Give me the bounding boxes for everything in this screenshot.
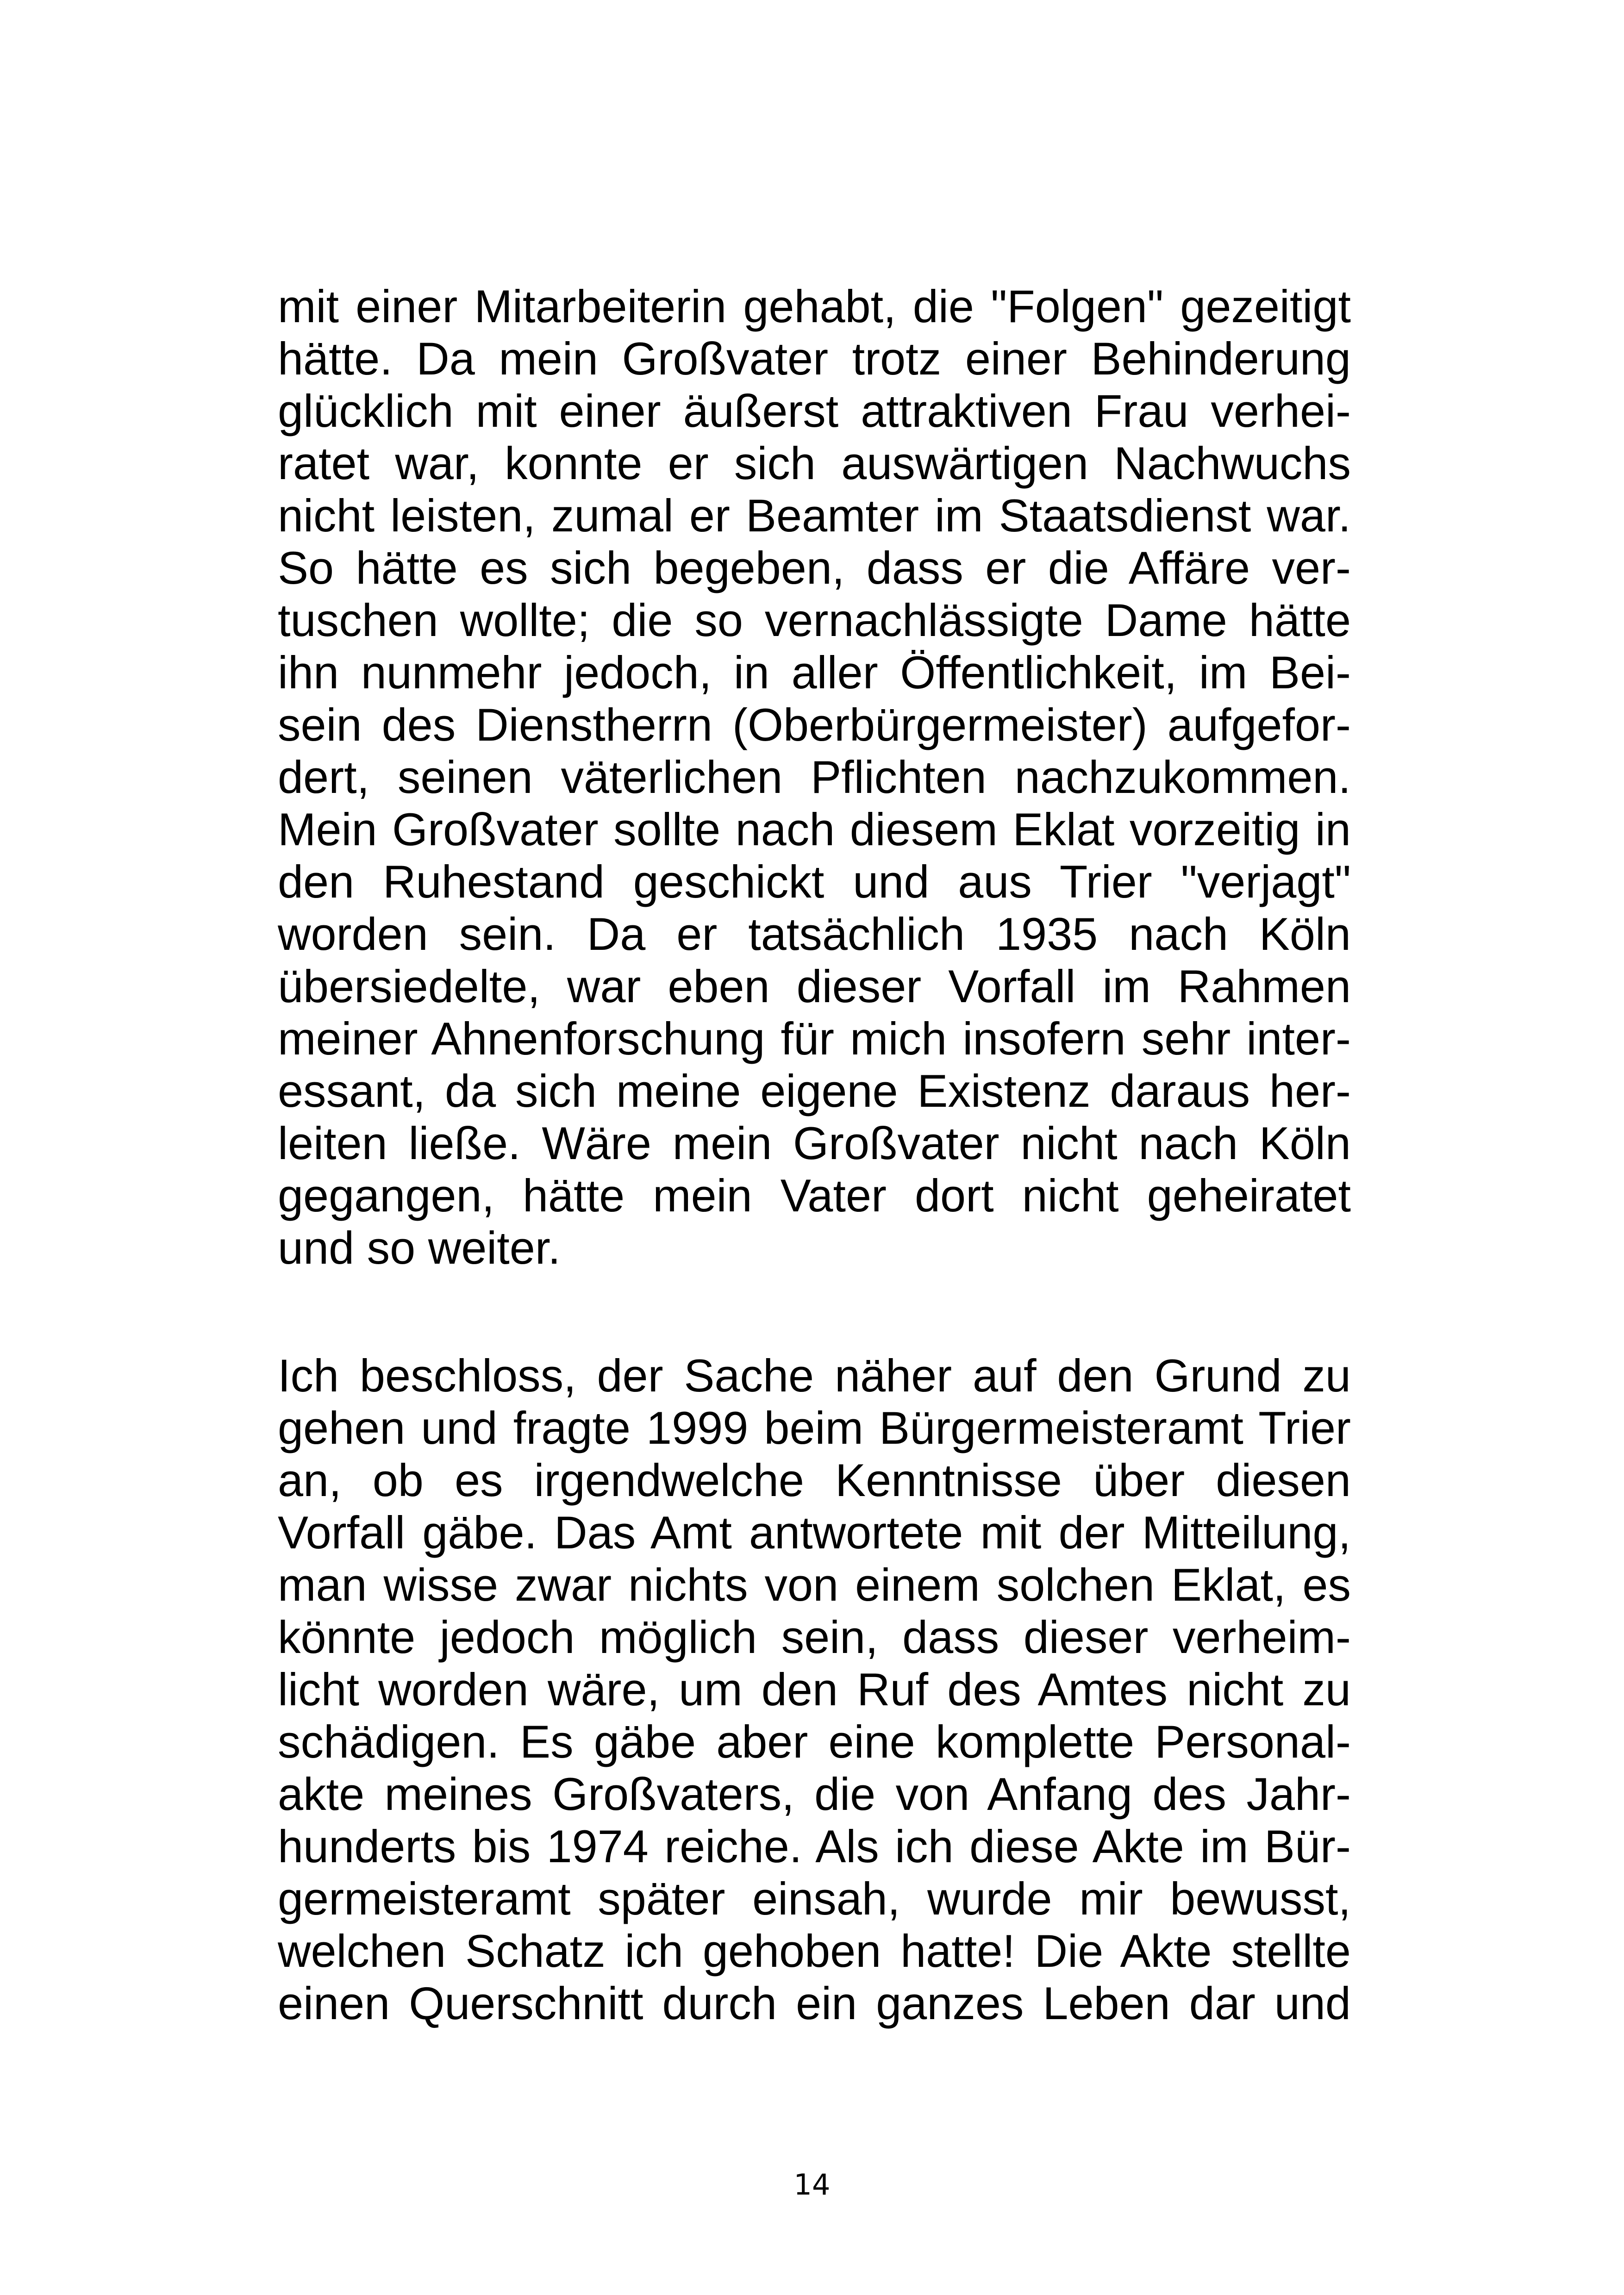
paragraph-1	[278, 280, 1351, 1274]
text-line: übersiedelte, war eben dieser Vorfall im Rahmen	[278, 960, 1351, 1012]
text-line: Ich beschloss, der Sache näher auf den Grund zu	[278, 1350, 1351, 1401]
text-line: den Ruhestand geschickt und aus Trier "verjagt"	[278, 856, 1351, 907]
text-line: licht worden wäre, um den Ruf des Amtes nicht zu	[278, 1664, 1351, 1715]
text-line: könnte jedoch möglich sein, dass dieser verheim-	[278, 1611, 1351, 1663]
text-line: So hätte es sich begeben, dass er die Affäre ver-	[278, 542, 1351, 593]
text-line: gegangen, hätte mein Vater dort nicht geheiratet	[278, 1170, 1351, 1221]
text-line: Vorfall gäbe. Das Amt antwortete mit der Mitteilung,	[278, 1507, 1351, 1558]
text-line: nicht leisten, zumal er Beamter im Staatsdienst war.	[278, 490, 1351, 541]
paragraph-2	[278, 1349, 1351, 2029]
text-line: sein des Dienstherrn (Oberbürgermeister) aufgefor-	[278, 699, 1351, 750]
text-line: worden sein. Da er tatsächlich 1935 nach Köln	[278, 908, 1351, 960]
text-line: und so weiter.	[278, 1222, 561, 1273]
text-line: dert, seinen väterlichen Pflichten nachzukommen.	[278, 751, 1351, 803]
text-line: Mein Großvater sollte nach diesem Eklat vorzeitig in	[278, 804, 1351, 855]
text-line: germeisteramt später einsah, wurde mir bewusst,	[278, 1873, 1351, 1924]
text-line: glücklich mit einer äußerst attraktiven Frau verhei-	[278, 385, 1351, 437]
text-line: leiten ließe. Wäre mein Großvater nicht nach Köln	[278, 1117, 1351, 1169]
text-line: hunderts bis 1974 reiche. Als ich diese Akte im Bür-	[278, 1821, 1351, 1872]
page-number: 14	[793, 2168, 831, 2201]
text-line: akte meines Großvaters, die von Anfang des Jahr-	[278, 1768, 1351, 1820]
text-line: gehen und fragte 1999 beim Bürgermeisteramt Trier	[278, 1402, 1351, 1453]
text-line: ihn nunmehr jedoch, in aller Öffentlichkeit, im Bei-	[278, 647, 1351, 698]
text-line: mit einer Mitarbeiterin gehabt, die "Folgen" gezeitigt	[278, 281, 1351, 332]
text-line: an, ob es irgendwelche Kenntnisse über diesen	[278, 1454, 1351, 1506]
text-line: essant, da sich meine eigene Existenz daraus her-	[278, 1065, 1351, 1116]
text-line: man wisse zwar nichts von einem solchen Eklat, es	[278, 1559, 1351, 1610]
text-line: einen Querschnitt durch ein ganzes Leben dar und	[278, 1977, 1351, 2029]
text-line: meiner Ahnenforschung für mich insofern sehr inter-	[278, 1013, 1351, 1064]
text-line: hätte. Da mein Großvater trotz einer Behinderung	[278, 333, 1351, 384]
text-line: welchen Schatz ich gehoben hatte! Die Akte stellte	[278, 1925, 1351, 1977]
text-line: tuschen wollte; die so vernachlässigte Dame hätte	[278, 594, 1351, 646]
text-line: ratet war, konnte er sich auswärtigen Nachwuchs	[278, 437, 1351, 489]
text-line: schädigen. Es gäbe aber eine komplette Personal-	[278, 1716, 1351, 1767]
